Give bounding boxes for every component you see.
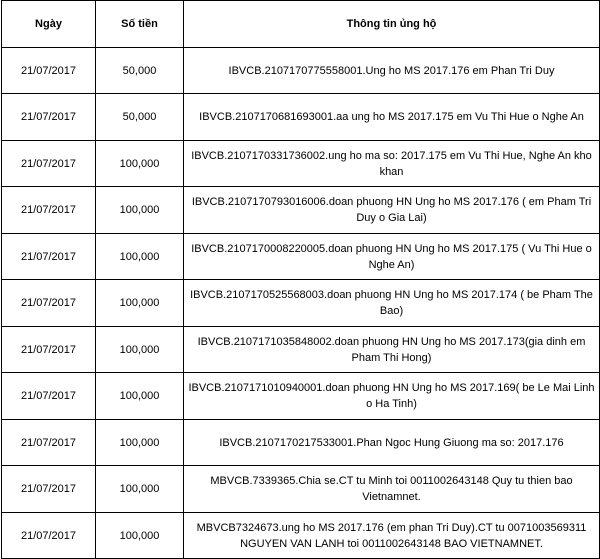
table-row (2, 513, 600, 559)
table-row (2, 94, 600, 141)
cell-info: IBVCB.2107170008220005.doan phuong HN Ung ho MS 2017.175 ( Vu Thi Hue o Nghe An) (184, 234, 600, 280)
cell-date: 21/07/2017 (2, 141, 96, 187)
table-row (2, 420, 600, 466)
header-info: Thông tin ủng hộ (184, 1, 600, 48)
cell-amount: 100,000 (96, 280, 184, 327)
cell-date: 21/07/2017 (2, 280, 96, 327)
table-row (2, 327, 600, 373)
cell-amount: 100,000 (96, 234, 184, 280)
table-row (2, 373, 600, 420)
table-row (2, 141, 600, 187)
cell-info: IBVCB.2107170775558001.Ung ho MS 2017.176 em Phan Tri Duy (184, 48, 600, 94)
cell-date: 21/07/2017 (2, 513, 96, 559)
cell-amount: 100,000 (96, 141, 184, 187)
table-row (2, 466, 600, 513)
cell-info: MBVCB7324673.ung ho MS 2017.176 (em phan Tri Duy).CT tu 0071003569311 NGUYEN VAN LANH toi 0011002643148 BAO VIETNAMNET. (184, 513, 600, 559)
cell-info: MBVCB.7339365.Chia se.CT tu Minh toi 0011002643148 Quy tu thien bao Vietnamnet. (184, 466, 600, 513)
cell-amount: 50,000 (96, 94, 184, 141)
cell-date: 21/07/2017 (2, 94, 96, 141)
cell-date: 21/07/2017 (2, 234, 96, 280)
cell-amount: 100,000 (96, 513, 184, 559)
cell-info: IBVCB.2107170331736002.ung ho ma so: 2017.175 em Vu Thi Hue, Nghe An kho khan (184, 141, 600, 187)
cell-date: 21/07/2017 (2, 466, 96, 513)
header-date: Ngày (2, 1, 96, 48)
cell-info: IBVCB.2107170525568003.doan phuong HN Ung ho MS 2017.174 ( be Pham The Bao) (184, 280, 600, 327)
cell-date: 21/07/2017 (2, 187, 96, 234)
cell-date: 21/07/2017 (2, 327, 96, 373)
cell-amount: 100,000 (96, 327, 184, 373)
cell-info: IBVCB.2107171035848002.doan phuong HN Ung ho MS 2017.173(gia dinh em Pham Thi Hong) (184, 327, 600, 373)
cell-date: 21/07/2017 (2, 48, 96, 94)
header-row (2, 1, 600, 48)
cell-date: 21/07/2017 (2, 420, 96, 466)
cell-amount: 100,000 (96, 420, 184, 466)
cell-amount: 100,000 (96, 373, 184, 420)
cell-amount: 50,000 (96, 48, 184, 94)
header-amount: Số tiền (96, 1, 184, 48)
cell-info: IBVCB.2107171010940001.doan phuong HN Ung ho MS 2017.169( be Le Mai Linh o Ha Tinh) (184, 373, 600, 420)
cell-amount: 100,000 (96, 187, 184, 234)
table-row (2, 187, 600, 234)
table-row (2, 280, 600, 327)
cell-info: IBVCB.2107170681693001.aa ung ho MS 2017.175 em Vu Thi Hue o Nghe An (184, 94, 600, 141)
cell-info: IBVCB.2107170793016006.doan phuong HN Ung ho MS 2017.176 ( em Pham Tri Duy o Gia Lai) (184, 187, 600, 234)
table-row (2, 234, 600, 280)
cell-info: IBVCB.2107170217533001.Phan Ngoc Hung Giuong ma so: 2017.176 (184, 420, 600, 466)
cell-date: 21/07/2017 (2, 373, 96, 420)
donation-table (1, 0, 600, 559)
cell-amount: 100,000 (96, 466, 184, 513)
table-row (2, 48, 600, 94)
